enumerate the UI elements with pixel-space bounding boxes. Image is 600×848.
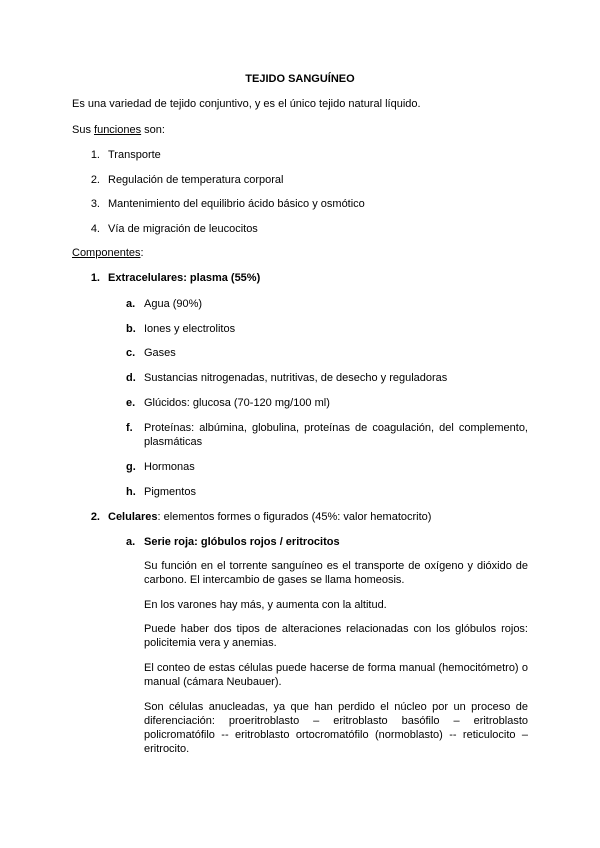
item-letter: g. [126,461,136,473]
red-series-paragraph: Su función en el torrente sanguíneo es el transporte de oxígeno y dióxido de carbono. El intercambio de gases se llama homeosis. [144,560,528,586]
plasma-item: Sustancias nitrogenadas, nutritivas, de desecho y reguladoras [144,372,448,384]
item-letter: f. [126,422,133,434]
item-letter: e. [126,397,136,409]
intro-paragraph: Es una variedad de tejido conjuntivo, y es el único tejido natural líquido. [72,98,421,110]
components-heading [72,246,532,260]
plasma-item: Iones y electrolitos [144,323,236,335]
function-item: Transporte [108,149,161,161]
function-item: Vía de migración de leucocitos [108,223,258,235]
item-letter: b. [126,323,136,335]
item-letter: d. [126,372,136,384]
cellular-label: Celulares [108,511,158,523]
plasma-item: Proteínas: albúmina, globulina, proteínas de coagulación, del complemento, plasmáticas [144,422,528,448]
cellular-description: : elementos formes o figurados (45%: valor hematocrito) [157,511,432,523]
plasma-item: Pigmentos [144,486,196,498]
functions-heading [72,123,532,137]
function-item: Mantenimiento del equilibrio ácido básico y osmótico [108,198,365,210]
function-number: 1. [90,149,100,161]
plasma-item: Agua (90%) [144,298,203,310]
red-series-paragraph: Son células anucleadas, ya que han perdido el núcleo por un proceso de diferenciación: proeritroblasto – eritroblasto basófilo – eritroblasto policromatófilo -- eritroblasto ortocromatófilo (normoblasto) -- reticulocito – eritrocito. [144,701,528,755]
plasma-item: Hormonas [144,461,195,473]
function-item: Regulación de temperatura corporal [108,174,284,186]
function-number: 2. [90,174,100,186]
functions-keyword: funciones [94,124,142,136]
plasma-item: Glúcidos: glucosa (70-120 mg/100 ml) [144,397,330,409]
plasma-item: Gases [144,347,176,359]
section-number: 1. [90,272,100,284]
red-series-paragraph: El conteo de estas células puede hacerse de forma manual (hemocitómetro) o manual (cámara Neubauer). [144,662,528,688]
page-title: TEJIDO SANGUÍNEO [245,73,355,85]
components-colon: : [140,247,144,259]
functions-suffix: son: [141,124,165,136]
function-number: 3. [90,198,100,210]
red-series-heading: Serie roja: glóbulos rojos / eritrocitos [144,536,340,548]
red-series-paragraph: En los varones hay más, y aumenta con la altitud. [144,599,387,611]
cellular-heading [108,510,431,524]
item-letter: c. [126,347,136,359]
item-letter: a. [126,536,136,548]
section-number: 2. [90,511,100,523]
components-label: Componentes [72,247,141,259]
item-letter: a. [126,298,136,310]
red-series-paragraph: Puede haber dos tipos de alteraciones relacionadas con los glóbulos rojos: policitemia vera y anemias. [144,623,528,649]
function-number: 4. [90,223,100,235]
extracellular-heading: Extracelulares: plasma (55%) [108,272,261,284]
functions-prefix: Sus [72,124,95,136]
item-letter: h. [126,486,136,498]
